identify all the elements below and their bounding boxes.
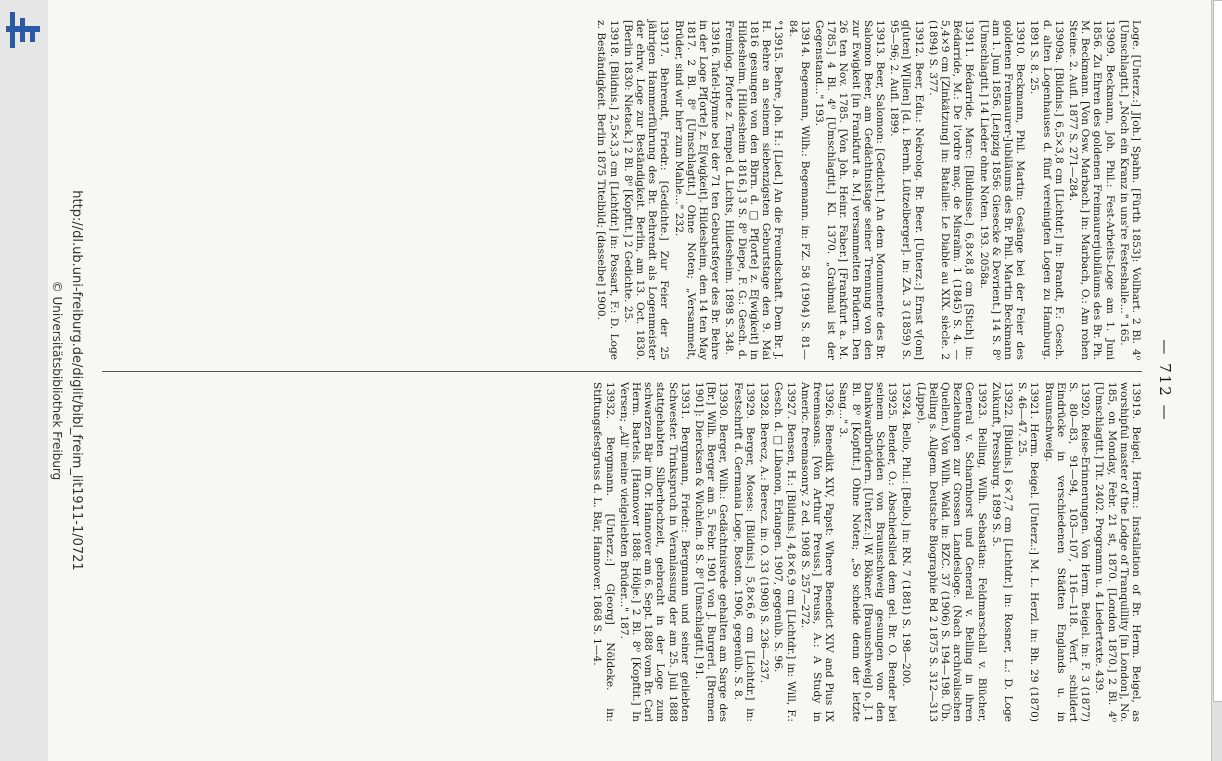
copyright-notice: © Universitätsbibliothek Freiburg xyxy=(50,280,64,481)
entry: 13929. Berger, Moses: [Bildnis.] 5,8×6,6 cm [Lichtdr.] in: Festschrift d. Germania Loge, Boston. 1906, gegenüb. S. 8. xyxy=(731,382,756,722)
entry: 13925. Bender, O.: Abschiedslied dem gel. Br. O. Bender bei seinem Scheiden von Braunschweig gesungen von den Dankwardbrüdern. [Unterz.:] W. Bökner. [Braunschweig] o. J. 1 Bl. 8⁰ [Kopftit.] Ohne Noten; „So scheide denn der letzte Sang..." 3. xyxy=(837,382,899,722)
entry: 13928. Berecz, A.: Berecz. in: O. 33 (1908) S. 236—237. xyxy=(758,382,771,684)
entry: 13930. Berger, Wilh.: Gedächtnisrede gehalten am Sarge des [Br.] Wilh. Berger am 5. Febr. 1901 von J. Burgerl. [Bremen 1901]: Diercksen & Wichlein. 8 S. 8⁰ [Umschlagtit.] 91. xyxy=(693,382,730,722)
entry: 13927. Bensen, H.: [Bildnis.] 4,8×6,9 cm [Lichtdr.] in: Will, F.: Gesch. d. □ Libanon, Erlangen. 1907, gegenüb. S. 96. xyxy=(772,382,797,722)
entry: 13919. Beigel, Herm.: Installation of Br. Herm. Beigel, as worshipful master of the Lodge of Tranquillity [in London], No. 185, on Monday, Febr. 21 st, 1870. [London 1870.] 2 Bl. 4⁰ [Umschlagtit.] Tit. 2402. Programm u. 4 Liedertexte. 439. xyxy=(1093,382,1142,722)
entry: 13926. Benedikt XIV, Papst: Where Benedict XIV and Pius IX freemasons. [Von Arthur Preuss.] Preuss, A.: A Study in Americ. freemasonry. 2 ed. 1908 S. 257—272. xyxy=(798,382,836,722)
entry: 13922. [Bildnis.] 6×7,7 cm [Lichtdr.] in: Rosner, L.: D. Loge Zukunft, Pressburg. 1899 S. 5. xyxy=(989,382,1014,722)
entry: 13921. Herm. Beigel. [Unterz.:] M. L. Herzl. in: Bh. 29 (1870) S. 46—47. 25. xyxy=(1016,382,1041,722)
entry: 13909a. [Bildnis.] 6,5×3,8 cm [Lichtdr.] in: Brandt, F.: Gesch. d. alten Logenhauses d. fünf vereinigten Logen zu Hamburg. 1891 S. 8. 25. xyxy=(1028,20,1065,360)
entry: 13924. Bello, Phil.: [Bello.] in: RN. 7 (1881) S. 198—200. xyxy=(900,382,913,687)
entry: 13923. Belling, Wilh. Sebastian: Feldmarschall v. Blücher, General v. Scharnhorst und General v. Belling in ihren Beziehungen zur Grossen Landesloge. (Nach archivalischen Quellen.) Von Wilh. Wald. in: BZC. 37 (1906) S. 194—198. Üb. Belling s. Allgem. Deutsche Biographie Bd 2 1875 S. 312—313 (Lippe). xyxy=(914,382,988,722)
entry: 13920. Reise-Erinnerungen. Von Herm. Beigel. in: F. 3 (1877) S. 80—83, 91—94, 103—107, 116—118. Verf. schildert Eindrücke in verschiedenen Städten Englands u. in Braunschweig. xyxy=(1042,382,1092,722)
scrollbar-thumb[interactable] xyxy=(1213,0,1222,702)
column-divider xyxy=(102,371,1142,372)
entry: 13912. Beer, Edu.: Nekrolog. Br. Beer. [Unterz.:] Ernst v[om] g[uten] W[illen] [d. i. Bernh. Lützelberger]. in: ZA. 3 (1859) S. 95—96; 2. Aufl. 1899. xyxy=(888,20,925,360)
page-header: — 712 — xyxy=(1156,339,1174,422)
entry: 13911. Bédarride, Marc: [Bildnisse.] 6,8×8,8 cm [Stich] in: Bédarride, M.: De l'ordre maç. de Misraïm. 1 (1845) S. 4. — 5,4×9 cm [Zinkätzung] in: Bataille: Le Diable au XIX. siècle. 2 (1894) S. 377. xyxy=(926,20,976,360)
entry: 13913. Beer, Salomon: [Gedicht.] An dem Monumente des Br. Salomon Beer, am Gedächtnistage seiner Trennung von den zur Ewigkeit [in Frankfurt a. M.] versammelten Brüdern. Den 26 ten Nov. 1785. [Von Joh. Heinr. Faber.] [Frankfurt a. M. 1785.] 4 Bl. 4⁰ [Umschlagtit.] Kl. 1370. „Grabmal ist der Gegenstand..." 193. xyxy=(812,20,886,360)
right-column xyxy=(589,382,1142,722)
entry: 13916. Tafel-Hymne bei der 71 ten Geburtsfeyer des Br. Behre in der Loge Pf[orte] z. E[wigkeit]. Hildesheim, den 14 ten May 1817. 2 Bl. 8⁰ [Umschlagtit.] Ohne Noten; „Versammelt, Brüder, sind wir hier zum Mahle..." 232. xyxy=(672,20,722,360)
entry: 13909. Beckmann, Joh. Phil.: Fest-Arbeits-Loge am 1. Juni 1856. Zu Ehren des goldenen Freimaurerjubiläums des Br. Ph. M. Beckmann. [Von Osw. Marbach.] in: Marbach, O.: Am rohen Steine. 2. Aufl. 1877 S. 271—284. xyxy=(1066,20,1116,360)
entry: °13915. Behre, Joh. H.: [Lied.] An die Freundschaft. Dem Br. J. H. Behre an seinem siebenzigsten Geburtstage den 9. Mai 1816 gesungen von den Bbrn. d. □ Pf[orte] z. E[wigkeit] in Hildesheim. [Hildesheim 1816.] 3 S. 8⁰ Diepe, F. G.: Gesch. d. Freimlog. Pforte z. Tempel d. Lichts, Hildesheim. 1898 S. 348. xyxy=(723,20,785,360)
ub-freiburg-logo-icon[interactable] xyxy=(2,2,40,48)
source-url[interactable]: http://dl.ub.uni-freiburg.de/diglit/bibl_freim_lit1911-1/0721 xyxy=(69,190,84,571)
entry: Loge. [Unterz.:] J[oh.] Spahn. [Fürth 1853]: Vollhart. 2 Bl. 4⁰ [Umschlagtit.] „Noch ein Kranz in uns're Festeshalle..." 165. xyxy=(1117,20,1142,360)
entry: 13914. Begemann, Wilh.: Begemann. in: FZ. 58 (1904) S. 81—84. xyxy=(786,20,811,360)
entry: 13918. [Bildnis.] 2,5×3,3 cm [Lichtdr.] in: Possart, F.: D. Loge z. Beständigkeit. Berlin 1875 Titelbild; [dasselbe] 1900. xyxy=(595,20,620,360)
entry: 13917. Behrendt, Friedr.: [Gedichte.] Zur Feier der 25 jährigen Hammerführung des Br. Behrendt als Logenmeister der ehrw. Loge zur Beständigkeit. Berlin, am 13. Oct. 1830. [Berlin 1830: Nietack.] 2 Bl. 8⁰ [Kopftit.] 2 Gedichte. 25. xyxy=(621,20,671,360)
scanned-page xyxy=(48,0,1212,761)
entry: 13932. Bergmann. [Unterz.:] G[eorg] Nöldeke. in: Stiftungsfestgruss d. L. Bär, Hannover. 1868 S. 1—4. xyxy=(591,382,616,722)
page-content xyxy=(48,0,1212,761)
left-column xyxy=(593,20,1142,360)
vertical-scrollbar[interactable] xyxy=(1211,0,1222,761)
entry: 13910. Beckmann, Phil. Martin: Gesänge bei der Feier des goldenen Freimaurer-Jubiläums des Br. Phil. Martin Beckmann am 1. Juni 1856. [Leipzig 1856: Giesecke & Devrient.] 14 S. 8⁰ [Umschlagtit.] 14 Lieder ohne Noten. 193. 2058a. xyxy=(977,20,1027,360)
entry: 13931. Bergmann, Friedr.: Bergmann und seiner geliebten Schwester. Trinkspruch in Veranlassung der am 25. Juli 1888 stattgehabten Silberhochzeit, gebracht in der Loge zum schwarzen Bär im Or. Hannover am 6. Sept. 1888 vom Br. Carl Herm. Bartels. [Hannover 1888: Hölje.] 2 Bl. 8⁰ [Kopftit.] In Versen; „All' meine vielgeliebten Brüder..." 187. xyxy=(617,382,691,722)
viewer-toolbar xyxy=(0,0,49,761)
